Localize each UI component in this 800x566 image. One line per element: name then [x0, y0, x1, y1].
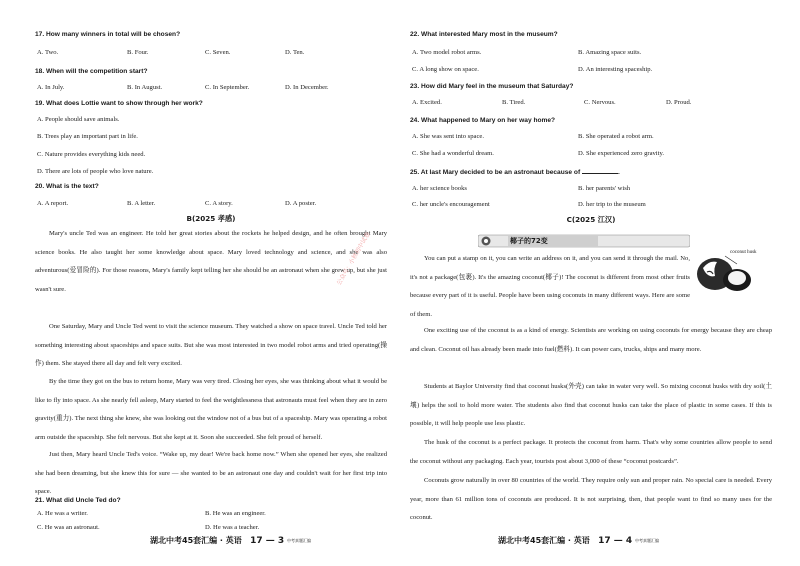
passage-c-text-2: One exciting use of the coconut is as a kind of energy. Scientists are working on using coconuts for energy because they are cheap and clean. Coconut oil has already been made into fuel(燃料). It can power cars, trucks, ships and many more. [410, 327, 772, 353]
q19-option-d: D. There are lots of people who love nature. [37, 168, 154, 175]
passage-b-paragraph-2 [35, 318, 387, 374]
q19-option-b: B. Trees play an important part in life. [37, 133, 138, 140]
footer-tag: 中考真题汇编 [634, 537, 659, 543]
passage-c-paragraph-3 [410, 378, 772, 434]
question-24: 24. What happened to Mary on her way home? [410, 117, 556, 124]
left-footer [150, 535, 311, 546]
question-19: 19. What does Lottie want to show through her work? [35, 100, 203, 107]
q19-option-c: C. Nature provides everything kids need. [37, 151, 146, 158]
question-17: 17. How many winners in total will be chosen? [35, 31, 181, 38]
section-c-title: C(2025 江汉) [566, 215, 616, 224]
q18-option-a: A. In July. [37, 84, 65, 91]
q24-option-a: A. She was sent into space. [412, 133, 484, 140]
passage-c-text-3: Students at Baylor University find that coconut husks(外壳) can take in water very well. So mixing coconut husks with dry soil(土壤) helps the soil to hold more water. The students also find that coconut husks can take the place of plastic in some cases. If this is possible, it will help people use less plastic. [410, 383, 772, 428]
passage-b-text-4: Just then, Mary heard Uncle Ted's voice. “Wake up, my dear! We're back home now.” When she opened her eyes, she realized she had been dreaming, but she knew this for sure — she wanted to be an astronaut one day and couldn't wait for her first trip into space. [35, 451, 387, 496]
q17-option-d: D. Ten. [285, 49, 305, 56]
footer-title: 湖北中考45套汇编 · 英语 [498, 536, 590, 545]
question-21: 21. What did Uncle Ted do? [35, 497, 121, 504]
q25-option-b: B. her parents' wish [578, 185, 631, 192]
passage-b-text-1: Mary's uncle Ted was an engineer. He told her great stories about the rockets he helped design, and he often brought Mary science books. He also taught her some knowledge about space. Mary loved technology and science, and she was also adventurous(爱冒险的). For those reasons, Mary's family kept telling her she should be an astronaut when she grew up, but she just wasn't sure. [35, 230, 387, 293]
passage-b-paragraph-4 [35, 446, 387, 502]
image-caption: coconut husk [730, 250, 757, 255]
q23-option-a: A. Excited. [412, 99, 442, 106]
footer-title: 湖北中考45套汇编 · 英语 [150, 536, 242, 545]
question-25: 25. At last Mary decided to be an astronaut because of . [410, 169, 620, 176]
q24-option-b: B. She operated a robot arm. [578, 133, 654, 140]
q22-option-c: C. A long show on space. [412, 66, 479, 73]
q21-option-c: C. He was an astronaut. [37, 524, 100, 531]
q17-option-b: B. Four. [127, 49, 149, 56]
q22-option-b: B. Amazing space suits. [578, 49, 642, 56]
q18-option-b: B. In August. [127, 84, 163, 91]
question-23: 23. How did Mary feel in the museum that Saturday? [410, 83, 574, 90]
passage-c-text-5: Coconuts grow naturally in over 80 countries of the world. They require only sun and proper rain. No special care is needed. Every year, more than 61 million tons of coconuts are produced. It is not surprising, then, that people want to find so many uses for the coconut. [410, 477, 772, 522]
q25-option-d: D. her trip to the museum [578, 201, 646, 208]
passage-c-text-4: The husk of the coconut is a perfect package. It protects the coconut from harm. That's why some countries allow people to send the coconut without any packaging. Each year, tourists post about 3,000 of these “coconut postcards”. [410, 439, 772, 465]
footer-page-number: 17 — 3 [250, 536, 285, 546]
q21-option-d: D. He was a teacher. [205, 524, 260, 531]
watermark: 公众号：小秋初中试卷 [335, 231, 372, 287]
question-20: 20. What is the text? [35, 183, 99, 190]
passage-b-paragraph-1 [35, 225, 387, 299]
passage-c-paragraph-5 [410, 472, 772, 528]
q18-option-c: C. In September. [205, 84, 250, 91]
passage-c-text-1: You can put a stamp on it, you can write an address on it, and you can send it through the mail. No, it's not a package(包裹). It's the amazing coconut(椰子)! The coconut is different from most other fruits because every part of it is useful. People have been using coconuts in many different ways. Here are some of them. [410, 255, 690, 318]
q24-option-c: C. She had a wonderful dream. [412, 150, 494, 157]
question-22: 22. What interested Mary most in the museum? [410, 31, 558, 38]
left-page [35, 0, 387, 566]
q20-option-c: C. A story. [205, 200, 233, 207]
q17-option-c: C. Seven. [205, 49, 231, 56]
passage-b-text-3: By the time they got on the bus to return home, Mary was very tired. Closing her eyes, she was thinking about what it would be like to fly into space. As she nearly fell asleep, Mary started to feel the weightlessness that astronauts must feel when they are in zero gravity(重力). The next thing she knew, she was looking out the window not of a bus but of a spaceship. Mary was operating a robot arm outside the spaceship. She felt nervous. But she kept at it. Soon she succeeded. She felt proud of herself. [35, 378, 387, 441]
q24-option-d: D. She experienced zero gravity. [578, 150, 664, 157]
banner-title: 椰子的72变 [510, 237, 548, 245]
q23-option-d: D. Proud. [666, 99, 692, 106]
passage-b-paragraph-3 [35, 373, 387, 447]
q19-option-a: A. People should save animals. [37, 116, 120, 123]
question-18: 18. When will the competition start? [35, 68, 148, 75]
q25-option-a: A. her science books [412, 185, 467, 192]
q20-option-d: D. A poster. [285, 200, 317, 207]
section-b-title: B(2025 孝感) [186, 214, 236, 223]
answer-blank [582, 167, 618, 174]
q22-option-a: A. Two model robot arms. [412, 49, 482, 56]
footer-page-number: 17 — 4 [598, 536, 633, 546]
passage-c-paragraph-2 [410, 322, 772, 359]
footer-tag: 中考真题汇编 [286, 537, 311, 543]
passage-b-text-2: One Saturday, Mary and Uncle Ted went to visit the science museum. They watched a show on space travel. Uncle Ted told her something interesting about spaceships and space suits. But she was most interested in two model robot arms and tried operating(操作) them. She stayed there all day and felt very excited. [35, 323, 387, 368]
q23-option-b: B. Tired. [502, 99, 526, 106]
q21-option-b: B. He was an engineer. [205, 510, 266, 517]
q23-option-c: C. Nervous. [584, 99, 616, 106]
question-25-stem: 25. At last Mary decided to be an astronaut because of [410, 169, 581, 176]
q25-option-c: C. her uncle's encouragement [412, 201, 490, 208]
q18-option-d: D. In December. [285, 84, 329, 91]
q20-option-a: A. A report. [37, 200, 69, 207]
passage-c-paragraph-4 [410, 434, 772, 471]
q20-option-b: B. A letter. [127, 200, 156, 207]
q21-option-a: A. He was a writer. [37, 510, 88, 517]
right-footer [498, 535, 659, 546]
q17-option-a: A. Two. [37, 49, 59, 56]
right-page [410, 0, 772, 566]
passage-c-paragraph-1-start [410, 250, 690, 324]
q22-option-d: D. An interesting spaceship. [578, 66, 653, 73]
